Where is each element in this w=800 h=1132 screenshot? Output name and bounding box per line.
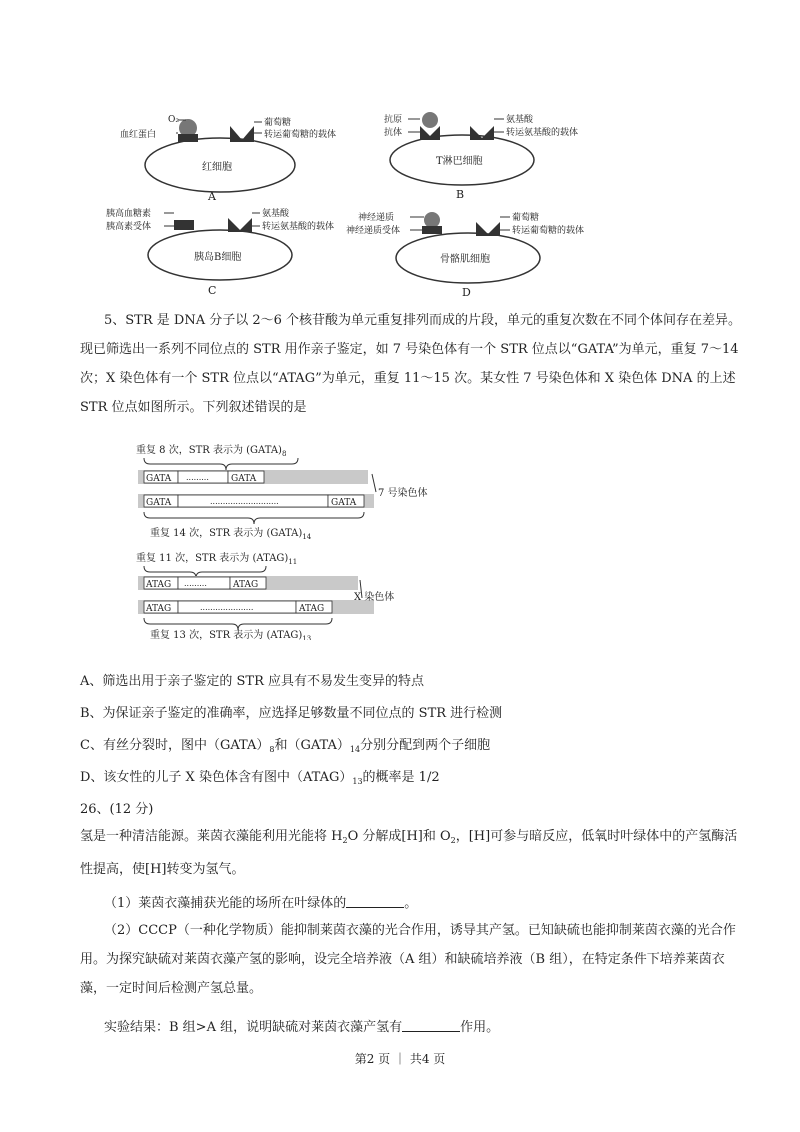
label-amino-acid: 氨基酸: [262, 209, 290, 219]
label-glucose-carrier: 转运葡萄糖的载体: [264, 130, 337, 140]
chr7-unit-end-2: GATA: [331, 498, 357, 508]
option-letter-b: B: [456, 188, 465, 201]
receptor-shape: [174, 220, 194, 230]
label-glucagon-receptor: 胰高素受体: [106, 222, 152, 232]
chr7-unit-start: GATA: [146, 474, 172, 484]
chr7-name: 7 号染色体: [378, 488, 428, 499]
cell-name-d: 骨骼肌细胞: [440, 254, 490, 265]
carrier-shape: [470, 126, 494, 140]
label-glucagon: 胰高血糖素: [106, 209, 152, 219]
svg-text:.....................: .....................: [200, 603, 254, 612]
cell-name-b: T淋巴细胞: [436, 156, 483, 167]
option-b: B、为保证亲子鉴定的准确率，应选择足够数量不同位点的 STR 进行检测: [80, 706, 503, 721]
label-amino-acid: 氨基酸: [506, 115, 534, 125]
cell-name-a: 红细胞: [202, 162, 232, 173]
svg-text:.........: .........: [186, 473, 209, 482]
antigen-shape: [422, 112, 438, 128]
cell-a: [120, 115, 336, 203]
chrx-unit-end-2: ATAG: [299, 604, 325, 614]
chr7-top-label: 重复 8 次，STR 表示为 $(GATA)_8$: [136, 445, 287, 458]
option-letter-d: D: [462, 286, 471, 299]
label-neurotransmitter-receptor: 神经递质受体: [346, 226, 401, 236]
chrx-name: X 染色体: [354, 592, 395, 603]
cell-b: [384, 112, 578, 201]
question-26-heading: 26、(12 分): [80, 802, 154, 817]
chrx-unit-start-2: ATAG: [146, 604, 172, 614]
svg-text:.........: .........: [184, 579, 207, 588]
label-o2: O₂: [168, 115, 179, 125]
chrx-bottom-label: 重复 13 次，STR 表示为 $(ATAG)_{13}$: [150, 630, 312, 640]
cell-c: [106, 207, 334, 297]
carrier-shape: [228, 218, 252, 232]
chrx-top-label: 重复 11 次，STR 表示为 $(ATAG)_{11}$: [136, 553, 298, 566]
question-26-result: 实验结果：B 组>A 组，说明缺硫对莱茵衣藻产氢有 作用。: [104, 1020, 500, 1035]
neurotransmitter-shape: [424, 212, 440, 228]
label-neurotransmitter: 神经递质: [358, 213, 395, 223]
label-amino-acid-carrier: 转运氨基酸的载体: [506, 128, 579, 138]
receptor-shape: [422, 226, 442, 234]
label-glucose: 葡萄糖: [264, 118, 292, 128]
str-figure: [110, 440, 450, 640]
chr7-unit-end: GATA: [231, 474, 257, 484]
label-glucose: 葡萄糖: [512, 213, 540, 223]
label-glucose-carrier: 转运葡萄糖的载体: [512, 226, 585, 236]
question-26-intro: 氢是一种清洁能源。莱茵衣藻能利用光能将 $H_2O$ 分解成[H]和 $O_2$，[H]可参与暗反应，低氧时叶绿体中的产氢酶活性提高，使[H]转变为氢气。: [80, 829, 738, 877]
antibody-shape: [420, 126, 440, 140]
chrx-unit-start: ATAG: [146, 580, 172, 590]
label-amino-acid-carrier: 转运氨基酸的载体: [262, 222, 335, 232]
chr7-bottom-label: 重复 14 次，STR 表示为 $(GATA)_{14}$: [150, 528, 312, 541]
option-d: D、该女性的儿子 X 染色体含有图中$(ATAG)_{13}$的概率是 1/2: [80, 770, 440, 786]
label-hemoglobin: 血红蛋白: [120, 130, 157, 140]
question-26-part-2: （2）CCCP（一种化学物质）能抑制莱茵衣藻的光合作用，诱导其产氢。已知缺硫也能抑制莱茵衣藻的光合作用。为探究缺硫对莱茵衣藻产氢的影响，设完全培养液（A 组）和缺硫培养液（B 组），在特定条件下培养莱茵衣藻，一定时间后检测产氢总量。: [80, 923, 736, 996]
option-a: A、筛选出用于亲子鉴定的 STR 应具有不易发生变异的特点: [80, 674, 425, 689]
chrx-unit-end: ATAG: [233, 580, 259, 590]
question-26-part-1: （1）莱茵衣藻捕获光能的场所在叶绿体的 。: [104, 896, 418, 911]
cell-name-c: 胰岛B细胞: [194, 252, 242, 263]
label-antibody: 抗体: [384, 128, 403, 138]
option-letter-c: C: [208, 284, 217, 297]
chr7-unit-start-2: GATA: [146, 498, 172, 508]
cell-membrane-diagram: [90, 100, 710, 300]
question-5-stem: 5、STR 是 DNA 分子以 2～6 个核苷酸为单元重复排列而成的片段，单元的重复次数在不同个体间存在差异。现已筛选出一系列不同位点的 STR 用作亲子鉴定，如 7 号染色体有一个 STR 位点以“GATA”为单元，重复 7～14 次；X 染色体有一个 STR 位点以“ATAG”为单元，重复 11～15 次。某女性 7 号染色体和 X 染色体 DNA 的上述 STR 位点如图所示。下列叙述错误的是: [80, 313, 742, 415]
answer-blank-1[interactable]: [346, 895, 404, 908]
svg-text:...........................: ...........................: [210, 497, 279, 506]
cell-d: [346, 211, 584, 299]
page-footer: 第2 页 ｜ 共4 页: [354, 1052, 446, 1066]
option-letter-a: A: [208, 190, 216, 203]
option-c: C、有丝分裂时，图中$(GATA)_8$和$(GATA)_{14}$分别分配到两个子细胞: [80, 738, 491, 754]
label-antigen: 抗原: [384, 115, 403, 125]
answer-blank-2[interactable]: [402, 1019, 460, 1032]
